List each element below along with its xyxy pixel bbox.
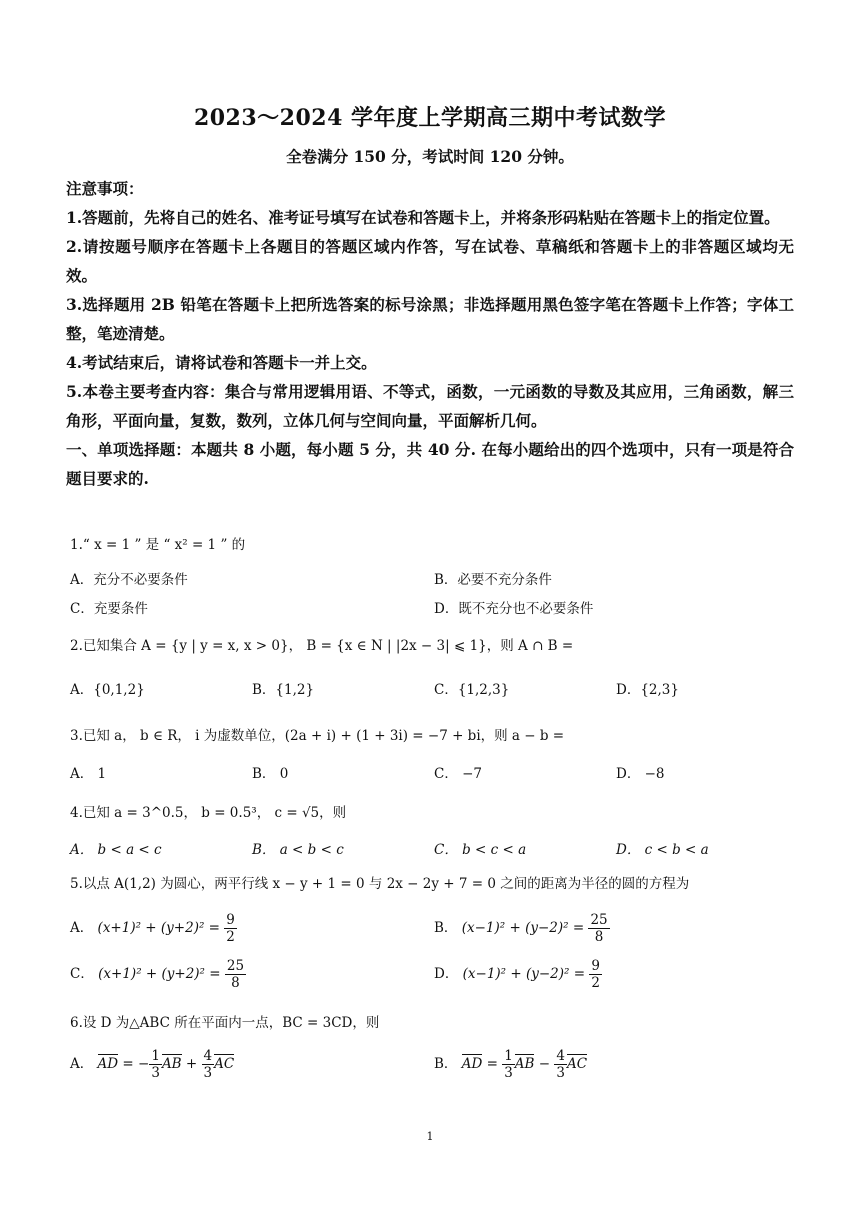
q3-option-b: B． 0 bbox=[252, 766, 289, 782]
q1-option-d: D．既不充分也不必要条件 bbox=[434, 601, 594, 617]
question-5-stem: 5.以点 A(1,2) 为圆心，两平行线 x − y + 1 = 0 与 2x − 2y + 7 = 0 之间的距离为半径的圆的方程为 bbox=[70, 876, 690, 892]
q4-option-d: D． c < b < a bbox=[616, 842, 709, 858]
q1-option-b: B．必要不充分条件 bbox=[434, 572, 552, 588]
q2-option-a: A．{0,1,2} bbox=[70, 682, 145, 698]
q3-option-a: A． 1 bbox=[70, 766, 107, 782]
q6-option-a-label: A． bbox=[70, 1056, 94, 1072]
note-item: 4.考试结束后，请将试卷和答题卡一并上交。 bbox=[66, 353, 377, 372]
q5-option-b: B． (x−1)² + (y−2)² = $\frac{25}{8}$ bbox=[434, 912, 608, 945]
note-item: 3.选择题用 2B 铅笔在答题卡上把所选答案的标号涂黑；非选择题用黑色签字笔在答题卡上作答；字体工整，笔迹清楚。 bbox=[66, 295, 794, 343]
note-item: 5.本卷主要考查内容：集合与常用逻辑用语、不等式，函数，一元函数的导数及其应用，三角函数，解三角形，平面向量，复数，数列，立体几何与空间向量，平面解析几何。 bbox=[66, 382, 794, 430]
q5-option-d-label: D． bbox=[434, 966, 459, 982]
q5-option-c-label: C． bbox=[70, 966, 94, 982]
notes-heading: 注意事项： bbox=[66, 179, 144, 198]
exam-title: 2023～2024 学年度上学期高三期中考试数学 bbox=[193, 105, 667, 131]
exam-subtitle: 全卷满分 150 分，考试时间 120 分钟。 bbox=[286, 147, 574, 166]
q4-option-c: C． b < c < a bbox=[434, 842, 527, 858]
q4-option-b: B． a < b < c bbox=[252, 842, 344, 858]
q5-option-c: C． (x+1)² + (y+2)² = $\frac{25}{8}$ bbox=[70, 958, 245, 991]
q3-option-c: C． −7 bbox=[434, 766, 483, 782]
q1-option-a: A．充分不必要条件 bbox=[70, 572, 188, 588]
q6-option-a: A． AD = − $\frac{1}{3}$ AB + $\frac{4}{3}$ AC bbox=[70, 1048, 235, 1081]
q2-option-d: D．{2,3} bbox=[616, 682, 679, 698]
q5-option-a: A． (x+1)² + (y+2)² = $\frac{9}{2}$ bbox=[70, 912, 235, 945]
q5-option-b-label: B． bbox=[434, 920, 458, 936]
q4-option-a: A． b < a < c bbox=[70, 842, 162, 858]
question-2-stem: 2.已知集合 A = {y | y = x, x > 0}， B = {x ∈ N | |2x − 3| ⩽ 1}，则 A ∩ B = bbox=[70, 638, 574, 654]
question-1-stem: 1.“ x = 1 ” 是 “ x² = 1 ” 的 bbox=[70, 537, 246, 553]
note-item: 1.答题前，先将自己的姓名、准考证号填写在试卷和答题卡上，并将条形码粘贴在答题卡上的指定位置。 bbox=[66, 208, 780, 227]
section-heading: 一、单项选择题：本题共 8 小题，每小题 5 分，共 40 分. 在每小题给出的四个选项中，只有一项是符合题目要求的. bbox=[66, 440, 794, 488]
q3-option-d: D． −8 bbox=[616, 766, 665, 782]
question-3-stem: 3.已知 a， b ∈ R， i 为虚数单位，(2a + i) + (1 + 3i) = −7 + bi，则 a − b = bbox=[70, 728, 565, 744]
question-4-stem: 4.已知 a = 3^0.5， b = 0.5³， c = √5，则 bbox=[70, 805, 347, 821]
notes-block bbox=[66, 174, 794, 493]
page-number: 1 bbox=[426, 1130, 434, 1143]
q6-option-b-label: B． bbox=[434, 1056, 458, 1072]
q2-option-c: C．{1,2,3} bbox=[434, 682, 510, 698]
q5-option-a-label: A． bbox=[70, 920, 94, 936]
q6-option-b: B． AD = $\frac{1}{3}$ AB − $\frac{4}{3}$ AC bbox=[434, 1048, 588, 1081]
question-6-stem: 6.设 D 为△ABC 所在平面内一点，BC = 3CD，则 bbox=[70, 1015, 380, 1031]
q5-option-d: D． (x−1)² + (y−2)² = $\frac{9}{2}$ bbox=[434, 958, 600, 991]
q1-option-c: C．充要条件 bbox=[70, 601, 148, 617]
q2-option-b: B．{1,2} bbox=[252, 682, 315, 698]
note-item: 2.请按题号顺序在答题卡上各题目的答题区域内作答，写在试卷、草稿纸和答题卡上的非答题区域均无效。 bbox=[66, 237, 794, 285]
